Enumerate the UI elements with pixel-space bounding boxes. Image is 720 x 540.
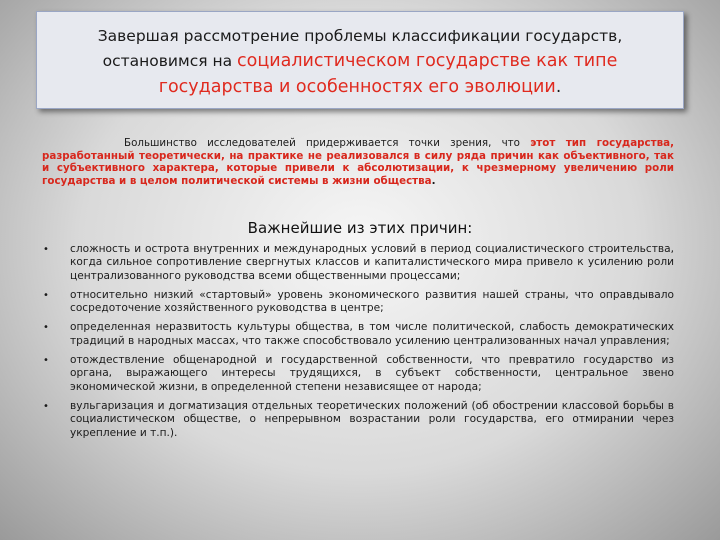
- bullet-icon: •: [43, 289, 49, 301]
- title-highlight-text: социалистическом государстве как типе: [237, 51, 618, 71]
- bullet-icon: •: [43, 355, 49, 367]
- bullet-icon: •: [43, 244, 49, 255]
- reason-item: [42, 243, 674, 283]
- reason-text: отождествление общенародной и государственной собственности, что превратило государство из органа, выражающего интересы трудящихся, в субъект собственности, центральное звено экономической жизни, в определенной степени независящее от народа;: [70, 354, 674, 393]
- slide-title-box: [36, 11, 684, 109]
- title-highlight-text-2: государства и особенностях его эволюции: [158, 77, 556, 97]
- title-period: .: [555, 77, 562, 97]
- title-plain-text: остановимся на: [102, 52, 238, 70]
- reason-item: [42, 354, 674, 394]
- reason-item: [42, 400, 674, 440]
- bullet-icon: •: [43, 322, 49, 334]
- reason-item: [42, 289, 674, 316]
- intro-highlight-text: этот тип государства, разработанный теоретически, на практике не реализовался в силу ряда причин как объективного, так и субъективного характера, которые привели к абсолютизации, к чрезмерному увеличению роли государства и в целом политической системы в жизни общества: [42, 137, 674, 187]
- intro-paragraph: [42, 137, 674, 187]
- reason-item: [42, 321, 674, 348]
- title-line-2: [55, 48, 665, 74]
- reason-text: определенная неразвитость культуры общества, в том числе политической, слабость демократических традиций в народных массах, что также способствовало усилению централизованных начал управления;: [70, 321, 674, 347]
- title-line-1: Завершая рассмотрение проблемы классификации государств,: [97, 27, 623, 45]
- intro-normal-text: Большинство исследователей придерживается точки зрения, что: [124, 137, 531, 149]
- title-line-3: [55, 74, 665, 100]
- reason-text: сложность и острота внутренних и международных условий в период социалистического строительства, когда сильное сопротивление свергнутых классов и капиталистического мира привело к усилению роли централизованного руководства всеми общественными процессами;: [70, 243, 674, 282]
- bullet-icon: •: [43, 400, 49, 412]
- reason-text: вульгаризация и догматизация отдельных теоретических положений (об обострении классовой борьбы в социалистическом обществе, о непрерывном возрастании роли государства, его отмирании через укрепление и т.п.).: [70, 399, 674, 439]
- reasons-heading: Важнейшие из этих причин:: [247, 219, 473, 237]
- reasons-list: [42, 243, 674, 446]
- reason-text: относительно низкий «стартовый» уровень экономического развития нашей страны, что оправдывало сосредоточение хозяйственного руководства в центре;: [70, 288, 674, 315]
- intro-end: .: [431, 174, 436, 187]
